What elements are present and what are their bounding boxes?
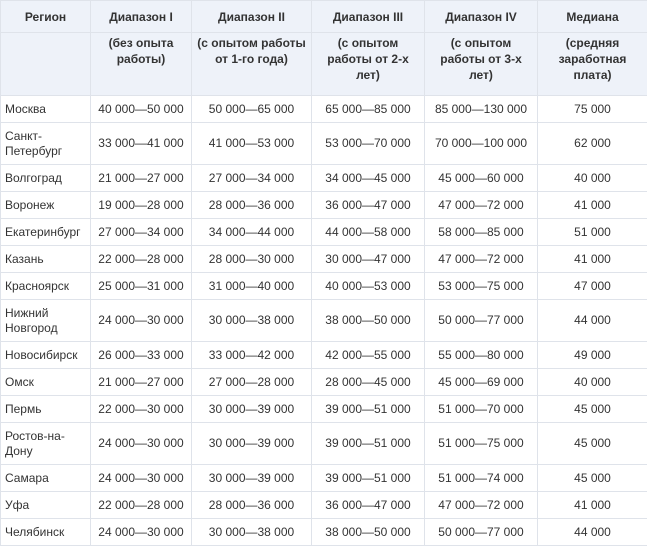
- cell-range-4: 51 000—70 000: [425, 396, 538, 423]
- cell-range-2: 27 000—28 000: [192, 369, 312, 396]
- table-row: [1, 246, 647, 273]
- cell-median: 41 000: [538, 492, 647, 519]
- cell-median: 45 000: [538, 423, 647, 465]
- table-row: [1, 165, 647, 192]
- cell-range-3: 30 000—47 000: [312, 246, 425, 273]
- cell-range-2: 50 000—65 000: [192, 96, 312, 123]
- cell-range-1: 25 000—31 000: [91, 273, 192, 300]
- cell-range-1: 22 000—28 000: [91, 492, 192, 519]
- header-region: Регион: [1, 1, 91, 33]
- cell-range-3: 36 000—47 000: [312, 492, 425, 519]
- cell-median: 49 000: [538, 342, 647, 369]
- cell-median: 41 000: [538, 192, 647, 219]
- cell-range-2: 30 000—38 000: [192, 300, 312, 342]
- cell-region: Красноярск: [1, 273, 91, 300]
- cell-range-3: 38 000—50 000: [312, 300, 425, 342]
- cell-region: Казань: [1, 246, 91, 273]
- cell-median: 47 000: [538, 273, 647, 300]
- cell-range-3: 38 000—50 000: [312, 519, 425, 546]
- cell-range-2: 34 000—44 000: [192, 219, 312, 246]
- table-row: [1, 192, 647, 219]
- cell-region: Воронеж: [1, 192, 91, 219]
- cell-region: Екатеринбург: [1, 219, 91, 246]
- cell-region: Москва: [1, 96, 91, 123]
- cell-range-2: 30 000—39 000: [192, 423, 312, 465]
- table-row: [1, 219, 647, 246]
- cell-range-3: 39 000—51 000: [312, 423, 425, 465]
- table-row: [1, 492, 647, 519]
- cell-range-1: 27 000—34 000: [91, 219, 192, 246]
- header-range-4: Диапазон IV: [425, 1, 538, 33]
- cell-range-1: 21 000—27 000: [91, 165, 192, 192]
- cell-range-4: 50 000—77 000: [425, 300, 538, 342]
- cell-range-1: 24 000—30 000: [91, 519, 192, 546]
- table-row: [1, 423, 647, 465]
- table-row: [1, 396, 647, 423]
- cell-range-4: 47 000—72 000: [425, 192, 538, 219]
- cell-range-4: 53 000—75 000: [425, 273, 538, 300]
- cell-range-4: 58 000—85 000: [425, 219, 538, 246]
- cell-range-2: 30 000—38 000: [192, 519, 312, 546]
- table-row: [1, 300, 647, 342]
- table-body: [1, 96, 647, 546]
- cell-region: Новосибирск: [1, 342, 91, 369]
- cell-range-2: 30 000—39 000: [192, 465, 312, 492]
- cell-range-4: 55 000—80 000: [425, 342, 538, 369]
- cell-median: 62 000: [538, 123, 647, 165]
- cell-range-4: 85 000—130 000: [425, 96, 538, 123]
- cell-range-3: 65 000—85 000: [312, 96, 425, 123]
- cell-range-4: 47 000—72 000: [425, 492, 538, 519]
- cell-range-1: 19 000—28 000: [91, 192, 192, 219]
- table-row: [1, 273, 647, 300]
- cell-range-1: 26 000—33 000: [91, 342, 192, 369]
- header-range-1: Диапазон I: [91, 1, 192, 33]
- header-range-3: Диапазон III: [312, 1, 425, 33]
- cell-range-3: 40 000—53 000: [312, 273, 425, 300]
- cell-region: Ростов-на-Дону: [1, 423, 91, 465]
- cell-median: 44 000: [538, 300, 647, 342]
- table-row: [1, 96, 647, 123]
- cell-median: 41 000: [538, 246, 647, 273]
- cell-range-1: 40 000—50 000: [91, 96, 192, 123]
- cell-range-1: 24 000—30 000: [91, 300, 192, 342]
- cell-region: Пермь: [1, 396, 91, 423]
- cell-range-2: 31 000—40 000: [192, 273, 312, 300]
- cell-range-2: 28 000—36 000: [192, 492, 312, 519]
- cell-range-4: 47 000—72 000: [425, 246, 538, 273]
- header-range-2-subtitle: (с опытом работы от 1-го года): [192, 33, 312, 96]
- cell-range-1: 22 000—28 000: [91, 246, 192, 273]
- header-range-4-subtitle: (с опытом работы от 3-х лет): [425, 33, 538, 96]
- cell-median: 40 000: [538, 369, 647, 396]
- cell-range-3: 39 000—51 000: [312, 396, 425, 423]
- cell-range-3: 39 000—51 000: [312, 465, 425, 492]
- header-range-3-subtitle: (с опытом работы от 2-х лет): [312, 33, 425, 96]
- header-region-subtitle: [1, 33, 91, 96]
- cell-range-2: 33 000—42 000: [192, 342, 312, 369]
- cell-range-3: 34 000—45 000: [312, 165, 425, 192]
- table-row: [1, 123, 647, 165]
- header-median: Медиана: [538, 1, 647, 33]
- cell-range-3: 44 000—58 000: [312, 219, 425, 246]
- cell-region: Санкт-Петербург: [1, 123, 91, 165]
- header-range-1-subtitle: (без опыта работы): [91, 33, 192, 96]
- cell-range-4: 45 000—69 000: [425, 369, 538, 396]
- table-row: [1, 369, 647, 396]
- cell-range-4: 51 000—74 000: [425, 465, 538, 492]
- cell-region: Самара: [1, 465, 91, 492]
- cell-median: 40 000: [538, 165, 647, 192]
- cell-region: Уфа: [1, 492, 91, 519]
- cell-range-4: 51 000—75 000: [425, 423, 538, 465]
- cell-range-2: 30 000—39 000: [192, 396, 312, 423]
- cell-range-4: 70 000—100 000: [425, 123, 538, 165]
- cell-range-2: 28 000—30 000: [192, 246, 312, 273]
- cell-range-1: 22 000—30 000: [91, 396, 192, 423]
- cell-median: 51 000: [538, 219, 647, 246]
- table-row: [1, 465, 647, 492]
- table-row: [1, 519, 647, 546]
- cell-range-3: 36 000—47 000: [312, 192, 425, 219]
- cell-range-3: 42 000—55 000: [312, 342, 425, 369]
- cell-range-1: 21 000—27 000: [91, 369, 192, 396]
- cell-range-2: 41 000—53 000: [192, 123, 312, 165]
- table-row: [1, 342, 647, 369]
- header-range-2: Диапазон II: [192, 1, 312, 33]
- cell-region: Нижний Новгород: [1, 300, 91, 342]
- cell-range-4: 50 000—77 000: [425, 519, 538, 546]
- cell-median: 45 000: [538, 396, 647, 423]
- cell-range-2: 28 000—36 000: [192, 192, 312, 219]
- cell-range-1: 33 000—41 000: [91, 123, 192, 165]
- cell-region: Омск: [1, 369, 91, 396]
- cell-median: 44 000: [538, 519, 647, 546]
- cell-range-1: 24 000—30 000: [91, 423, 192, 465]
- cell-range-2: 27 000—34 000: [192, 165, 312, 192]
- cell-region: Челябинск: [1, 519, 91, 546]
- cell-range-3: 28 000—45 000: [312, 369, 425, 396]
- cell-median: 45 000: [538, 465, 647, 492]
- cell-range-1: 24 000—30 000: [91, 465, 192, 492]
- cell-median: 75 000: [538, 96, 647, 123]
- cell-range-4: 45 000—60 000: [425, 165, 538, 192]
- cell-range-3: 53 000—70 000: [312, 123, 425, 165]
- cell-region: Волгоград: [1, 165, 91, 192]
- header-median-subtitle: (средняя заработная плата): [538, 33, 647, 96]
